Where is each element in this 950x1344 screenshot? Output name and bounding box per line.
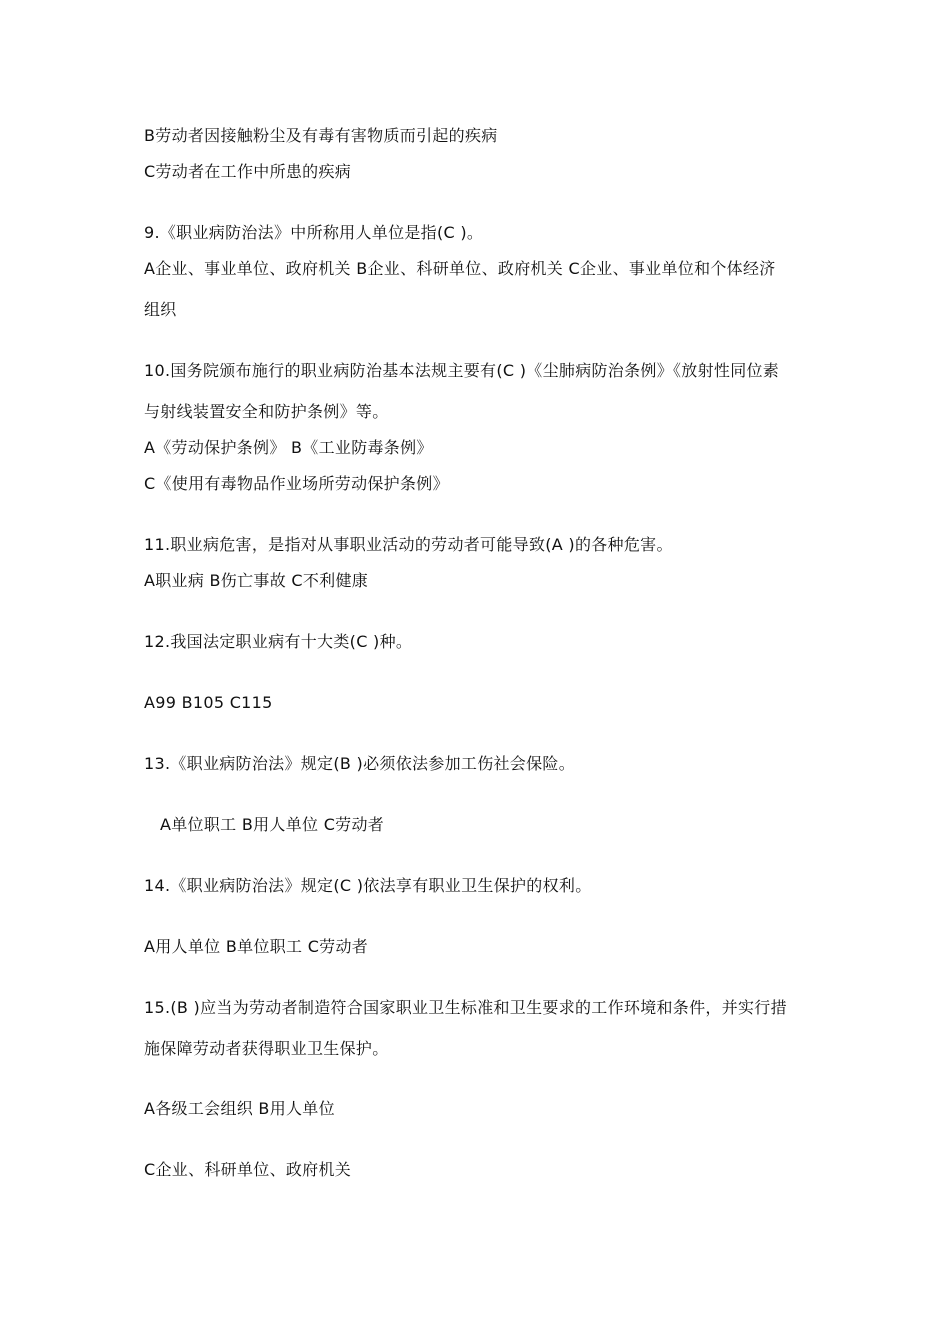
options-line: A单位职工 B用人单位 C劳动者 <box>160 815 385 834</box>
options-line: A企业、事业单位、政府机关 B企业、科研单位、政府机关 C企业、事业单位和个体经济 <box>144 259 776 278</box>
options-line: A99 B105 C115 <box>144 693 273 712</box>
options-line: A《劳动保护条例》 B《工业防毒条例》 <box>144 438 433 457</box>
question-14: 14.《职业病防治法》规定(C )依法享有职业卫生保护的权利。 <box>144 876 592 895</box>
question-9: 9.《职业病防治法》中所称用人单位是指(C )。 <box>144 223 484 242</box>
option-line: C《使用有毒物品作业场所劳动保护条例》 <box>144 474 449 493</box>
option-line: C劳动者在工作中所患的疾病 <box>144 162 352 181</box>
option-line: C企业、科研单位、政府机关 <box>144 1160 352 1179</box>
question-10-continued: 与射线装置安全和防护条例》等。 <box>144 402 389 421</box>
options-line-continued: 组织 <box>144 300 177 319</box>
question-15-continued: 施保障劳动者获得职业卫生保护。 <box>144 1039 389 1058</box>
question-15: 15.(B )应当为劳动者制造符合国家职业卫生标准和卫生要求的工作环境和条件，并实行措 <box>144 998 787 1017</box>
question-12: 12.我国法定职业病有十大类(C )种。 <box>144 632 413 651</box>
question-10: 10.国务院颁布施行的职业病防治基本法规主要有(C )《尘肺病防治条例》《放射性同位素 <box>144 361 780 380</box>
options-line: A职业病 B伤亡事故 C不利健康 <box>144 571 369 590</box>
options-line: A用人单位 B单位职工 C劳动者 <box>144 937 369 956</box>
option-line: B劳动者因接触粉尘及有毒有害物质而引起的疾病 <box>144 126 498 145</box>
options-line: A各级工会组织 B用人单位 <box>144 1099 335 1118</box>
question-11: 11.职业病危害，是指对从事职业活动的劳动者可能导致(A )的各种危害。 <box>144 535 673 554</box>
question-13: 13.《职业病防治法》规定(B )必须依法参加工伤社会保险。 <box>144 754 575 773</box>
